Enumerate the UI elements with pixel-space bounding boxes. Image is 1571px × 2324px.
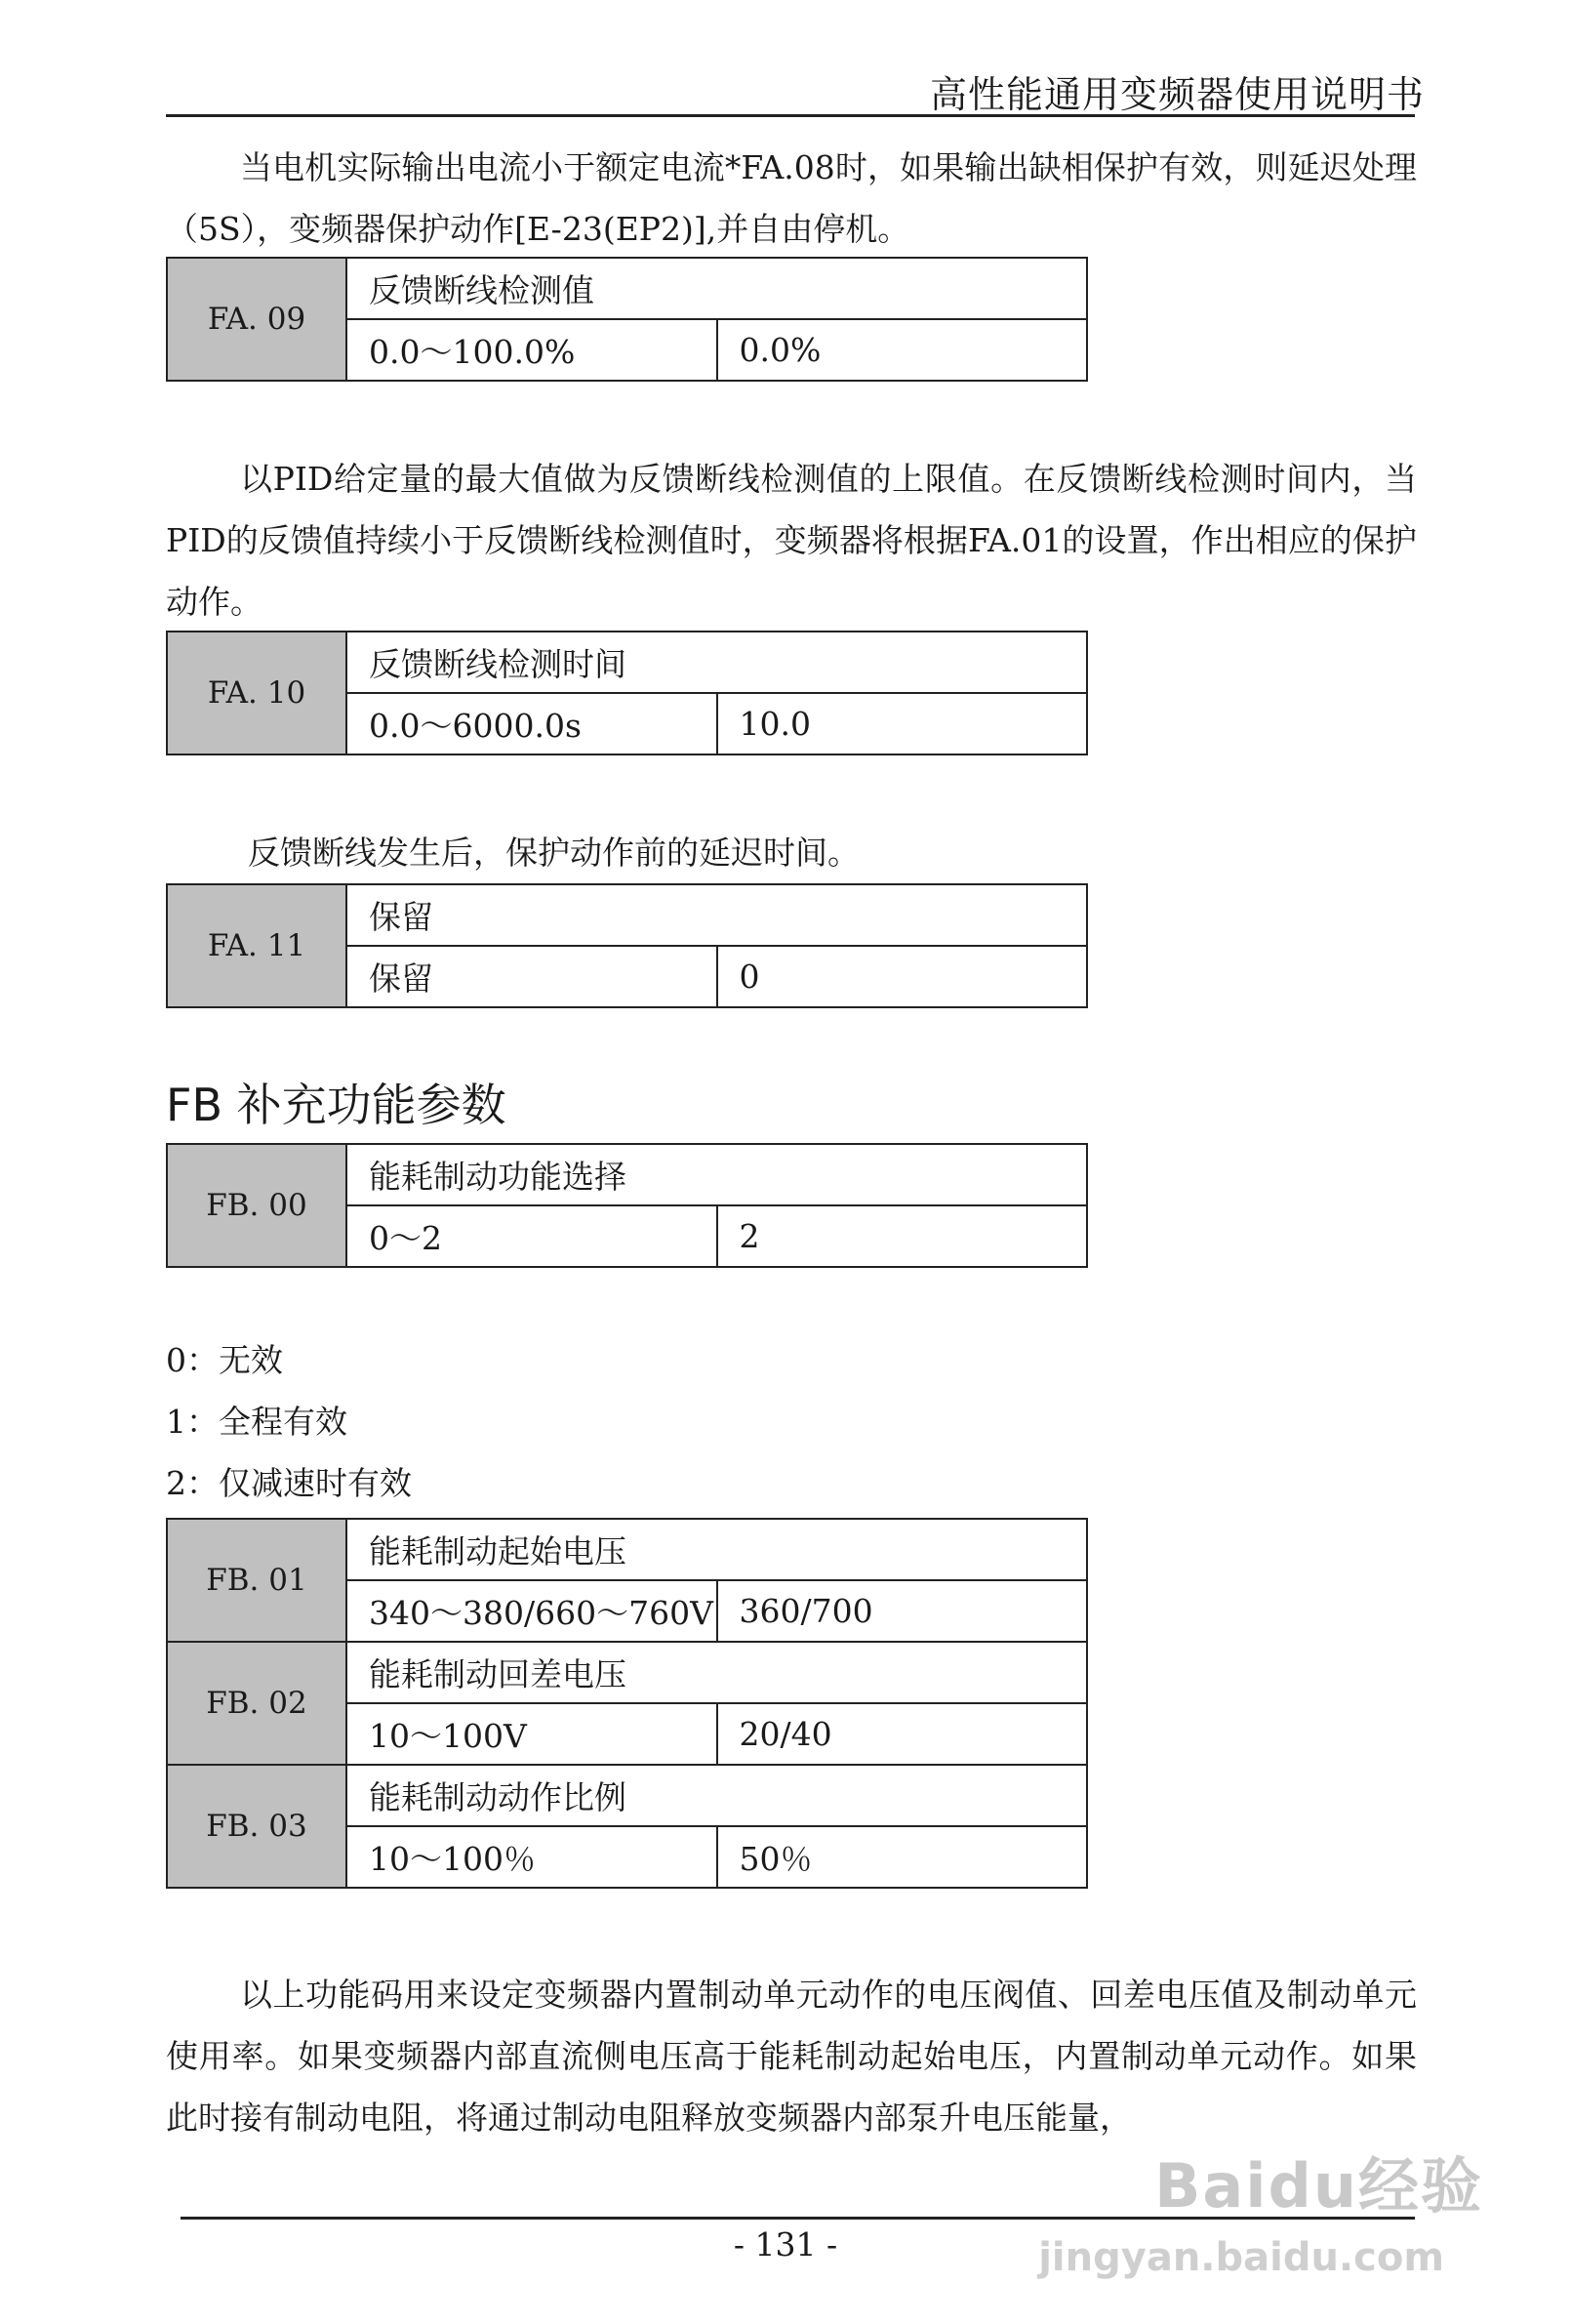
- param-range: 10～100V: [346, 1703, 717, 1765]
- param-code: FB. 02: [167, 1642, 346, 1765]
- param-name: 反馈断线检测时间: [346, 632, 1087, 693]
- param-table-fa10: [166, 631, 1088, 755]
- param-range: 10～100％: [346, 1826, 717, 1888]
- paragraph-brake-unit: 以上功能码用来设定变频器内置制动单元动作的电压阀值、回差电压值及制动单元使用率。如果变频器内部直流侧电压高于能耗制动起始电压，内置制动单元动作。如果此时接有制动电阻，将通过制动电阻释放变频器内部泵升电压能量，: [166, 1976, 1417, 2137]
- param-range: 340～380/660～760V: [346, 1580, 717, 1642]
- paragraph-phase-loss: 当电机实际输出电流小于额定电流*FA.08时，如果输出缺相保护有效，则延迟处理（5S），变频器保护动作[E-23(EP2)],并自由停机。: [166, 148, 1417, 248]
- param-table-fa09: [166, 257, 1088, 382]
- option-item: 1：全程有效: [166, 1403, 347, 1441]
- section-title: FB 补充功能参数: [166, 1079, 506, 1131]
- param-default: 2: [717, 1205, 1088, 1267]
- param-name: 能耗制动回差电压: [346, 1642, 1087, 1703]
- option-item: 0：无效: [166, 1341, 283, 1379]
- param-default: 0.0%: [717, 319, 1088, 381]
- option-item: 2：仅减速时有效: [166, 1464, 412, 1502]
- param-table-fb00: [166, 1143, 1088, 1268]
- param-code: FA. 09: [167, 258, 346, 381]
- page-header-title: 高性能通用变频器使用说明书: [929, 73, 1425, 116]
- paragraph-delay-time: 反馈断线发生后，保护动作前的延迟时间。: [248, 834, 860, 872]
- paragraph-feedback-detect: 以PID给定量的最大值做为反馈断线检测值的上限值。在反馈断线检测时间内，当PID的反馈值持续小于反馈断线检测值时，变频器将根据FA.01的设置，作出相应的保护动作。: [166, 460, 1417, 621]
- param-name: 能耗制动功能选择: [346, 1144, 1087, 1205]
- header-divider: [166, 114, 1415, 117]
- param-table-fb01-fb03: [166, 1518, 1088, 1889]
- param-name: 能耗制动动作比例: [346, 1765, 1087, 1826]
- page-number: - 131 -: [733, 2225, 838, 2263]
- param-code: FB. 01: [167, 1519, 346, 1642]
- param-range: 0.0～100.0%: [346, 319, 717, 381]
- param-default: 50％: [717, 1826, 1088, 1888]
- param-table-fa11: [166, 883, 1088, 1008]
- param-range: 0～2: [346, 1205, 717, 1267]
- param-default: 20/40: [717, 1703, 1088, 1765]
- param-default: 0: [717, 946, 1088, 1007]
- param-code: FA. 10: [167, 632, 346, 754]
- param-code: FB. 00: [167, 1144, 346, 1267]
- param-name: 保留: [346, 884, 1087, 946]
- param-range: 保留: [346, 946, 717, 1007]
- param-default: 360/700: [717, 1580, 1088, 1642]
- param-code: FA. 11: [167, 884, 346, 1007]
- param-name: 反馈断线检测值: [346, 258, 1087, 319]
- param-default: 10.0: [717, 693, 1088, 754]
- param-name: 能耗制动起始电压: [346, 1519, 1087, 1580]
- param-code: FB. 03: [167, 1765, 346, 1888]
- baidu-watermark-url: jingyan.baidu.com: [1038, 2235, 1444, 2280]
- baidu-watermark-logo: Baidu经验: [1154, 2150, 1483, 2222]
- param-range: 0.0～6000.0s: [346, 693, 717, 754]
